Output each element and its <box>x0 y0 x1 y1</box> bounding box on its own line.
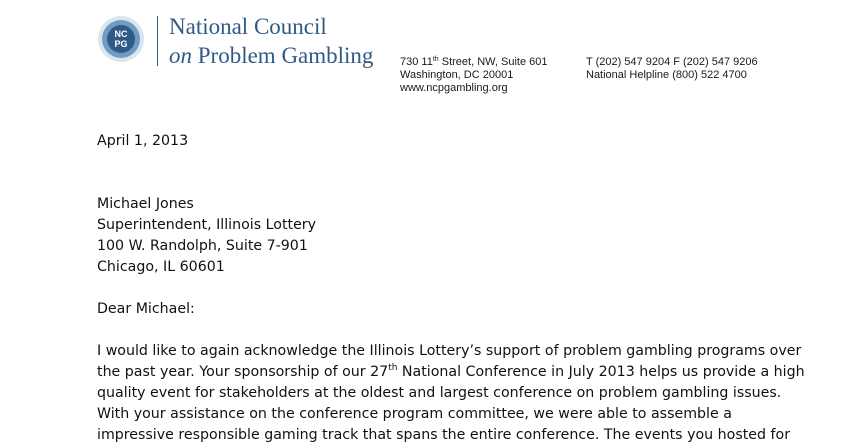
paragraph-text: National Conference in July 2013 helps us provide a high <box>397 364 805 380</box>
letter-date: April 1, 2013 <box>97 133 189 149</box>
letterhead <box>0 0 850 110</box>
address-line2: Washington, DC 20001 <box>400 69 514 81</box>
paragraph-line: impressive responsible gaming track that spans the entire conference. The events you hosted for <box>97 427 791 443</box>
logo-divider <box>157 16 158 66</box>
ordinal-suffix: th <box>388 363 398 373</box>
letter-body <box>97 131 837 446</box>
org-name-line2 <box>169 43 373 69</box>
paragraph-line <box>97 362 837 383</box>
phone-fax-line: T (202) 547 9204 F (202) 547 9206 <box>586 56 758 68</box>
helpline-line: National Helpline (800) 522 4700 <box>586 69 747 81</box>
paragraph-line: quality event for stakeholders at the oldest and largest conference on problem gambling issues. <box>97 385 782 401</box>
ncpg-logo-icon <box>97 15 145 63</box>
org-name-line1: National Council <box>169 14 327 39</box>
org-name-rest: Problem Gambling <box>197 43 374 68</box>
letterhead-phone <box>586 56 758 82</box>
address-line1 <box>400 56 548 69</box>
salutation: Dear Michael: <box>97 301 195 317</box>
address-website[interactable]: www.ncpgambling.org <box>400 82 508 94</box>
svg-text:PG: PG <box>114 39 128 49</box>
paragraph-line: With your assistance on the conference program committee, we were able to assemble a <box>97 406 732 422</box>
recipient-title: Superintendent, Illinois Lottery <box>97 217 317 233</box>
org-name-on: on <box>169 43 192 68</box>
recipient-name: Michael Jones <box>97 196 194 212</box>
address-number: 730 11 <box>400 56 433 68</box>
address-street: Street, NW, Suite 601 <box>438 56 548 68</box>
letterhead-address <box>400 56 548 95</box>
address-ordinal: th <box>432 56 439 63</box>
paragraph-text: the past year. Your sponsorship of our 27 <box>97 364 389 380</box>
svg-text:NC: NC <box>114 29 128 39</box>
recipient-street: 100 W. Randolph, Suite 7-901 <box>97 238 308 254</box>
paragraph-line: I would like to again acknowledge the Illinois Lottery’s support of problem gambling programs over <box>97 343 802 359</box>
recipient-city: Chicago, IL 60601 <box>97 259 225 275</box>
letter-paragraph <box>97 341 837 446</box>
